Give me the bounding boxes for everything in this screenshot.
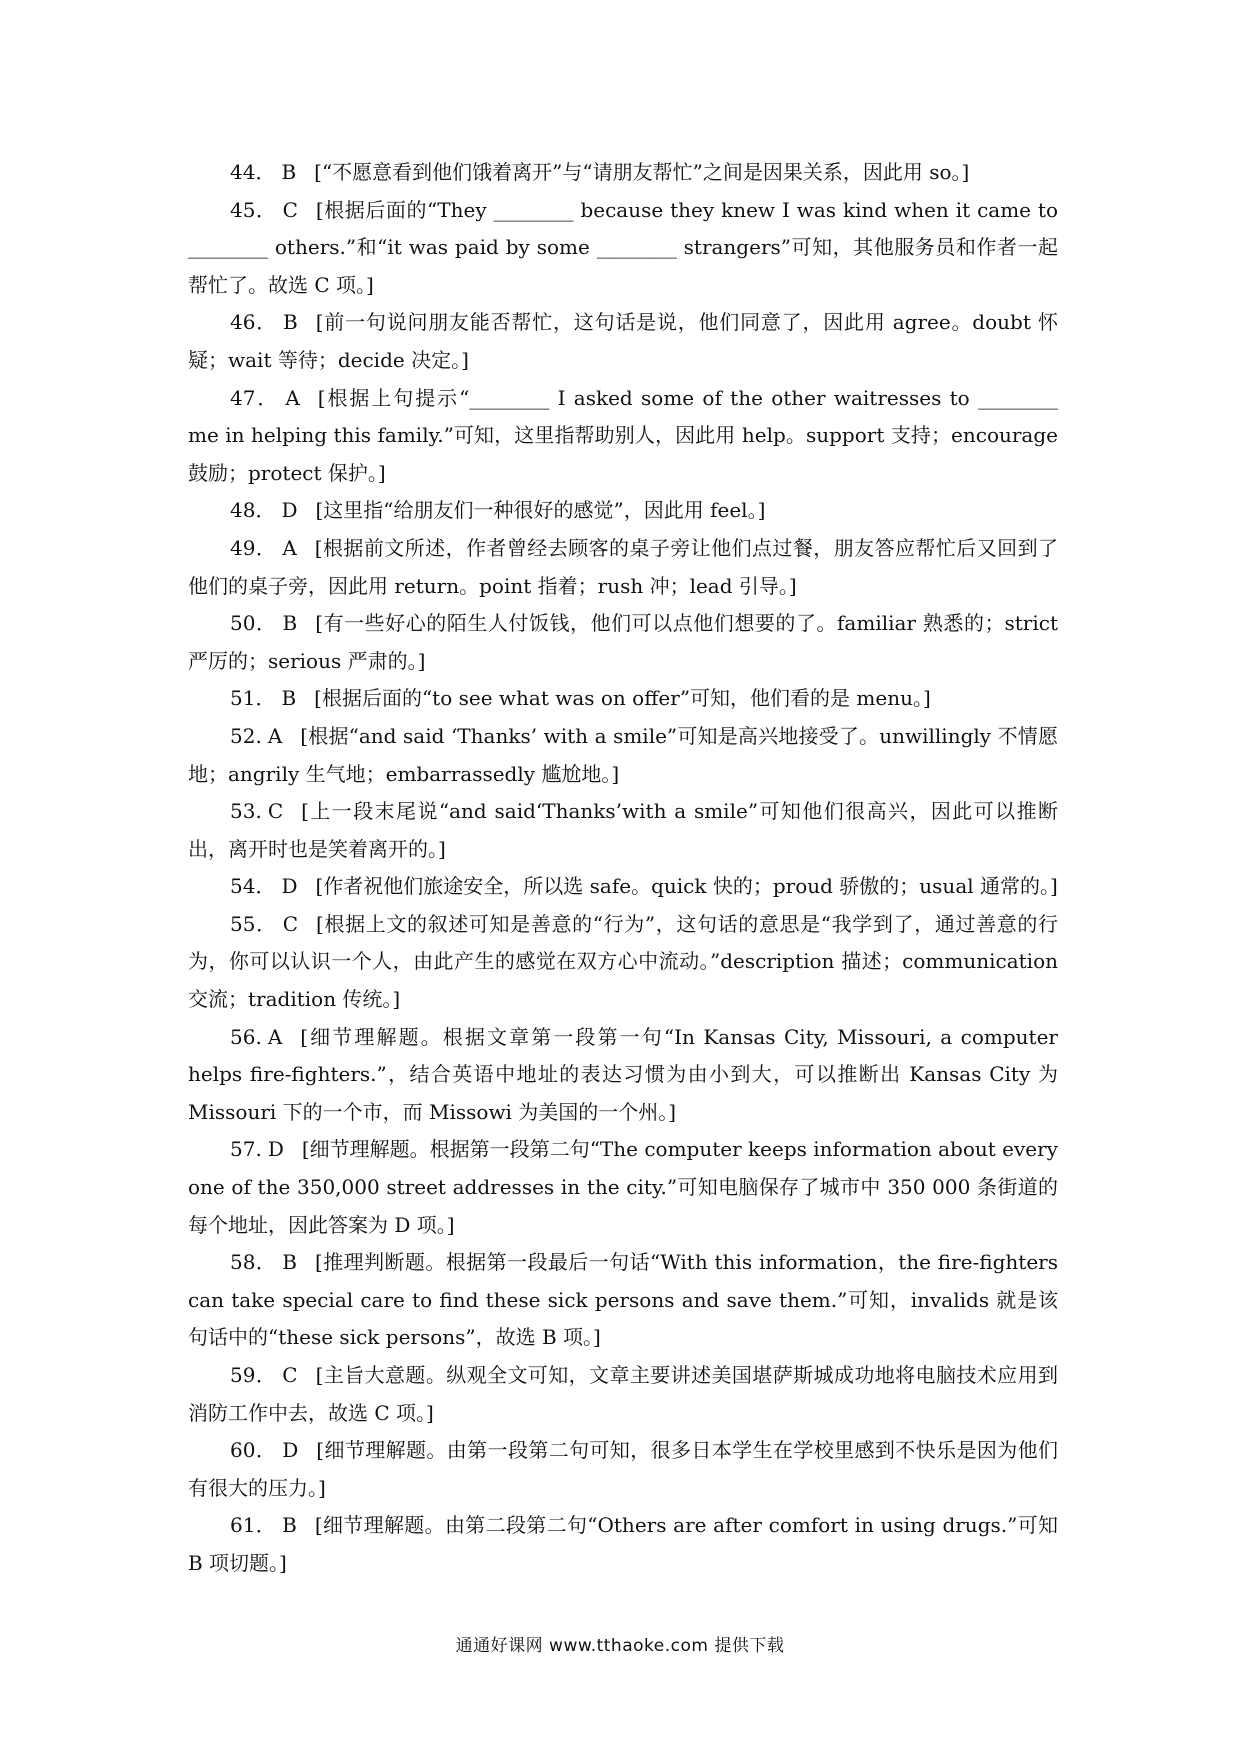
- answer-letter: B: [282, 1250, 297, 1275]
- answer-letter: B: [282, 611, 298, 636]
- explanation-text: [根据前文所述，作者曾经去顾客的桌子旁让他们点过餐，朋友答应帮忙后又回到了他们的桌子旁，因此用 return。point 指着；rush 冲；lead 引导。]: [188, 535, 1058, 598]
- answer-letter: A: [267, 1024, 283, 1049]
- answer-item: [188, 1131, 1058, 1244]
- answer-letter: C: [267, 799, 284, 824]
- answer-letter: B: [281, 686, 297, 711]
- answer-item: [188, 718, 1058, 793]
- question-number: 53.: [230, 799, 262, 824]
- answer-item: [188, 492, 1058, 530]
- answer-item: [188, 1357, 1058, 1432]
- question-number: 46．: [230, 310, 278, 335]
- question-number: 61．: [230, 1513, 277, 1538]
- explanation-text: [这里指“给朋友们一种很好的感觉”，因此用 feel。]: [315, 498, 766, 523]
- question-number: 54．: [230, 874, 276, 899]
- answer-letter: A: [267, 723, 283, 748]
- question-number: 51．: [230, 686, 276, 711]
- explanation-text: [主旨大意题。纵观全文可知，文章主要讲述美国堪萨斯城成功地将电脑技术应用到消防工作中去，故选 C 项。]: [188, 1363, 1058, 1425]
- explanation-text: [根据上文的叙述可知是善意的“行为”，这句话的意思是“我学到了，通过善意的行为，你可以认识一个人，由此产生的感觉在双方心中流动。”description 描述；communication 交流；tradition 传统。]: [188, 911, 1058, 1012]
- question-number: 48．: [230, 498, 276, 523]
- answer-letter: C: [282, 911, 299, 936]
- answer-item: [188, 1019, 1058, 1132]
- answer-letter: D: [282, 1438, 299, 1463]
- question-number: 50．: [230, 611, 277, 636]
- answer-item: [188, 605, 1058, 680]
- explanation-text: [细节理解题。由第一段第二句可知，很多日本学生在学校里感到不快乐是因为他们有很大的压力。]: [188, 1438, 1058, 1500]
- explanation-text: [前一句说问朋友能否帮忙，这句话是说，他们同意了，因此用 agree。doubt 怀疑；wait 等待；decide 决定。]: [188, 310, 1058, 372]
- answer-letter: D: [281, 498, 298, 523]
- answer-item: [188, 192, 1058, 305]
- explanation-text: [根据后面的“They ________ because they knew I was kind when it came to ________ others.”和“it was paid by some ________ strangers”可知，其他服务员和作者一起帮忙了。故选 C 项。]: [188, 197, 1058, 297]
- answer-letter: B: [283, 310, 298, 335]
- answer-letter: D: [267, 1137, 284, 1162]
- question-number: 56.: [230, 1024, 262, 1049]
- explanation-text: [根据上句提示“________ I asked some of the other waitresses to ________ me in helping this family.”可知，这里指帮助别人，因此用 help。support 支持；encourage 鼓励；protect 保护。]: [188, 385, 1058, 485]
- question-number: 44．: [230, 160, 276, 184]
- explanation-text: [根据“and said ‘Thanks’ with a smile”可知是高兴地接受了。unwillingly 不情愿地；angrily 生气地；embarrassedly 尴尬地。]: [188, 723, 1058, 786]
- answer-letter: B: [282, 1513, 297, 1538]
- question-number: 59．: [230, 1363, 277, 1387]
- question-number: 55．: [230, 911, 277, 936]
- explanation-text: [有一些好心的陌生人付饭钱，他们可以点他们想要的了。familiar 熟悉的；strict 严厉的；serious 严肃的。]: [188, 611, 1058, 673]
- answer-item: [188, 1244, 1058, 1357]
- explanation-text: [“不愿意看到他们饿着离开”与“请朋友帮忙”之间是因果关系，因此用 so。]: [314, 160, 970, 184]
- answer-item: [188, 154, 1058, 192]
- answer-letter: C: [282, 1363, 298, 1387]
- answer-item: [188, 906, 1058, 1019]
- answer-item: [188, 680, 1058, 718]
- answer-letter: A: [282, 535, 297, 560]
- question-number: 49．: [230, 535, 277, 560]
- answer-item: [188, 380, 1058, 493]
- answer-letter: C: [282, 197, 298, 222]
- question-number: 47．: [230, 385, 280, 410]
- answer-item: [188, 868, 1058, 906]
- answer-letter: B: [281, 160, 297, 184]
- answer-item: [188, 530, 1058, 605]
- page-footer: 通通好课网 www.tthaoke.com 提供下载: [455, 1636, 785, 1656]
- answer-item: [188, 793, 1058, 868]
- question-number: 57.: [230, 1137, 262, 1162]
- explanation-text: [上一段末尾说“and said‘Thanks’with a smile”可知他们很高兴，因此可以推断出，离开时也是笑着离开的。]: [188, 799, 1058, 861]
- question-number: 45．: [230, 197, 277, 222]
- explanation-text: [作者祝他们旅途安全，所以选 safe。quick 快的；proud 骄傲的；usual 通常的。]: [315, 874, 1058, 899]
- explanation-text: [推理判断题。根据第一段最后一句话“With this information，the fire-fighters can take special care to find these sick persons and save them.”可知，invalids 就是该句话中的“these sick persons”，故选 B 项。]: [188, 1250, 1058, 1350]
- explanation-text: [细节理解题。根据文章第一段第一句“In Kansas City, Missouri, a computer helps fire-fighters.”，结合英语中地址的表达习惯为由小到大，可以推断出 Kansas City 为 Missouri 下的一个市，而 Missowi 为美国的一个州。]: [188, 1024, 1058, 1124]
- explanation-text: [细节理解题。根据第一段第二句“The computer keeps information about every one of the 350,000 street addresses in the city.”可知电脑保存了城市中 350 000 条街道的每个地址，因此答案为 D 项。]: [188, 1137, 1058, 1237]
- answer-list: [188, 154, 1058, 1583]
- explanation-text: [根据后面的“to see what was on offer”可知，他们看的是 menu。]: [314, 686, 931, 711]
- question-number: 52.: [230, 723, 262, 748]
- explanation-text: [细节理解题。由第二段第二句“Others are after comfort in using drugs.”可知 B 项切题。]: [188, 1513, 1059, 1575]
- answer-letter: D: [281, 874, 298, 899]
- question-number: 58．: [230, 1250, 277, 1275]
- question-number: 60．: [230, 1438, 277, 1463]
- answer-item: [188, 1432, 1058, 1507]
- answer-letter: A: [285, 385, 300, 410]
- answer-item: [188, 1507, 1058, 1582]
- answer-item: [188, 304, 1058, 379]
